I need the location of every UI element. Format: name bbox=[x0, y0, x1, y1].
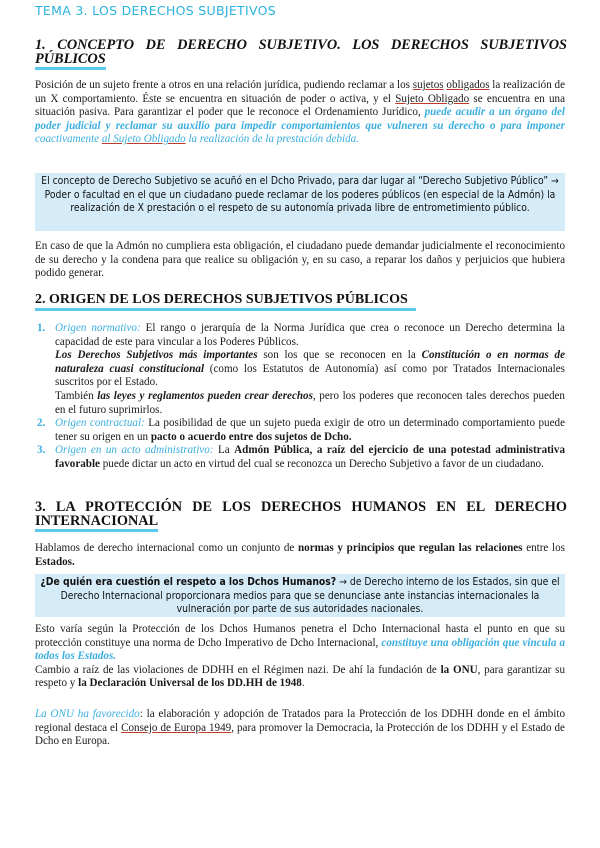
text-run: la realización de un X comportamiento. Éste se encuentra en situación de poder o activa, y el bbox=[35, 79, 566, 105]
text-run: , para promover la Democracia, la Protección de los DDHH y el Estado de Dcho en Europa. bbox=[35, 721, 565, 748]
text-run: , para garantizar su respeto y bbox=[35, 663, 565, 690]
topic-header: TEMA 3. LOS DERECHOS SUBJETIVOS bbox=[35, 3, 276, 18]
underlined-term: obligados bbox=[446, 79, 490, 91]
section-1-underline bbox=[35, 67, 106, 70]
section-3-paragraph-2 bbox=[35, 623, 565, 691]
highlighted-phrase: coactivamente bbox=[35, 133, 102, 146]
underlined-term: Sujeto Obligado bbox=[395, 92, 470, 105]
question-box bbox=[35, 574, 565, 617]
list-item bbox=[35, 322, 565, 417]
list-number: 1. bbox=[37, 322, 46, 334]
underlined-term: sujetos bbox=[412, 79, 444, 91]
text-run: : la elaboración y adopción de Tratados para la Protección de los DDHH donde en el ámbito regional destaca el bbox=[35, 708, 565, 734]
section-3-title-line2-wrap bbox=[35, 514, 158, 532]
list-item-text: El rango o jerarquía de la Norma Jurídica que crea o reconoce un Derecho determina la capacidad de este para vincular a los Poderes Públicos. bbox=[55, 322, 565, 348]
list-item bbox=[35, 417, 565, 444]
question-box-answer: → de Derecho interno de los Estados, sin que el Derecho Internacional proporcionara medios para que se denunciase ante instancias internacionales la vulneración por parte de sus autoridades nacionales. bbox=[60, 576, 560, 616]
definition-box bbox=[35, 173, 565, 231]
text-run: entre los bbox=[522, 542, 565, 554]
section-1-title-line1: 1. CONCEPTO DE DERECHO SUBJETIVO. LOS DERECHOS SUBJETIVOS bbox=[35, 37, 567, 53]
section-3-title-line2: INTERNACIONAL bbox=[35, 513, 159, 529]
text-run: También bbox=[55, 389, 98, 402]
list-subparagraph bbox=[55, 390, 565, 417]
list-subparagraph bbox=[55, 349, 565, 390]
list-item bbox=[35, 444, 565, 471]
bold-phrase: pacto o acuerdo entre dos sujetos de Dcho. bbox=[150, 430, 352, 443]
section-3-title-line1: 3. LA PROTECCIÓN DE LOS DERECHOS HUMANOS EN EL DERECHO bbox=[35, 499, 567, 515]
section-1-paragraph-2: En caso de que la Admón no cumpliera esta obligación, el ciudadano puede demandar judicialmente el reconocimiento de su derecho y la condena para que realice su obligación y, en su caso, a reparar los daños y perjuicios que hubiera podido generar. bbox=[35, 240, 565, 280]
section-1-paragraph-1 bbox=[35, 79, 565, 147]
bold-phrase: la Declaración Universal de los DD.HH de 1948 bbox=[78, 677, 302, 690]
text-run: Posición de un sujeto frente a otros en una relación jurídica, pudiendo reclamar a los bbox=[35, 79, 413, 91]
list-item-label: Origen normativo: bbox=[55, 322, 141, 334]
highlighted-phrase: constituye una obligación que vincula a todos los Estados. bbox=[35, 636, 565, 663]
list-item-text: puede dictar un acto en virtud del cual se reconozca un Derecho Subjetivo a favor de un ciudadano. bbox=[99, 457, 544, 470]
question-box-question: ¿De quién era cuestión el respeto a los Dchos Humanos? bbox=[40, 576, 337, 588]
list-item-label: Origen en un acto administrativo: bbox=[55, 444, 214, 457]
underlined-term: Consejo de Europa 1949 bbox=[121, 721, 232, 734]
text-run: se encuentra en una situación pasiva. Para garantizar el poder que le reconoce el Ordenamiento Jurídico, bbox=[35, 92, 566, 119]
section-1-title-line2: PÚBLICOS bbox=[35, 51, 106, 67]
list-number: 3. bbox=[37, 444, 46, 457]
section-3-paragraph-3 bbox=[35, 708, 565, 749]
text-run: son los que se reconocen en la bbox=[257, 349, 422, 362]
text-run: , pero los poderes que reconocen tales derechos pueden en el futuro suprimirlos. bbox=[55, 389, 565, 416]
section-1-title bbox=[35, 38, 567, 70]
bold-phrase: normas y principios que regulan las relaciones bbox=[298, 542, 523, 554]
list-item-text: La bbox=[213, 444, 235, 457]
text-run: Cambio a raíz de las violaciones de DDHH en el Régimen nazi. De ahí la fundación de bbox=[35, 663, 441, 676]
text-run: (como los Estatutos de Autonomía) así como por Tratados Internacionales suscritos por el Estado. bbox=[55, 362, 565, 389]
definition-box-text: El concepto de Derecho Subjetivo se acuñó en el Dcho Privado, para dar lugar al “Derecho Subjetivo Público” → Poder o facultad en el que un ciudadano puede reclamar de los poderes públicos (en especial de la Admón) la realización de X prestación o el respeto de su autonomía privada libre de entrometimiento público. bbox=[41, 175, 559, 215]
origin-list bbox=[35, 322, 565, 472]
list-item-label: Origen contractual: bbox=[55, 417, 145, 430]
section-3-underline bbox=[35, 529, 158, 532]
text-run: Hablamos de derecho internacional como un conjunto de bbox=[35, 542, 298, 554]
section-3-title bbox=[35, 500, 567, 532]
bold-phrase: Admón Pública, a raíz del ejercicio de una potestad administrativa favorable bbox=[55, 444, 565, 470]
bold-phrase: Estados. bbox=[35, 555, 75, 568]
highlighted-phrase: al Sujeto Obligado bbox=[101, 133, 186, 146]
highlighted-phrase: puede acudir a un órgano del poder judicial y reclamar su auxilio para impedir comportamientos que vulneren su derecho o para imponer bbox=[35, 106, 565, 132]
bold-italic-phrase: las leyes y reglamentos pueden crear derechos bbox=[97, 389, 313, 402]
text-run: . bbox=[301, 677, 305, 690]
list-number: 2. bbox=[37, 417, 46, 430]
bold-italic-phrase: Los Derechos Subjetivos más importantes bbox=[55, 349, 258, 362]
section-2-underline bbox=[35, 308, 416, 311]
highlighted-phrase: La ONU ha favorecido bbox=[35, 708, 140, 720]
section-3-paragraph-1 bbox=[35, 542, 565, 569]
section-1-title-line2-wrap bbox=[35, 52, 106, 70]
bold-italic-phrase: Constitución o en normas de naturaleza cuasi constitucional bbox=[55, 349, 565, 375]
bold-phrase: la ONU bbox=[440, 663, 478, 676]
highlighted-phrase: la realización de la prestación debida. bbox=[185, 133, 359, 146]
list-item-text: La posibilidad de que un sujeto pueda exigir de otro un determinado comportamiento puede tener su origen en un bbox=[55, 417, 565, 443]
text-run: Esto varía según la Protección de los Dchos Humanos penetra el Dcho Internacional hasta el punto en que su protección constituye una norma de Dcho Imperativo de Dcho Internacional, bbox=[35, 623, 565, 649]
section-2-title bbox=[35, 293, 567, 311]
section-2-title-text: 2. ORIGEN DE LOS DERECHOS SUBJETIVOS PÚBLICOS bbox=[35, 292, 408, 307]
